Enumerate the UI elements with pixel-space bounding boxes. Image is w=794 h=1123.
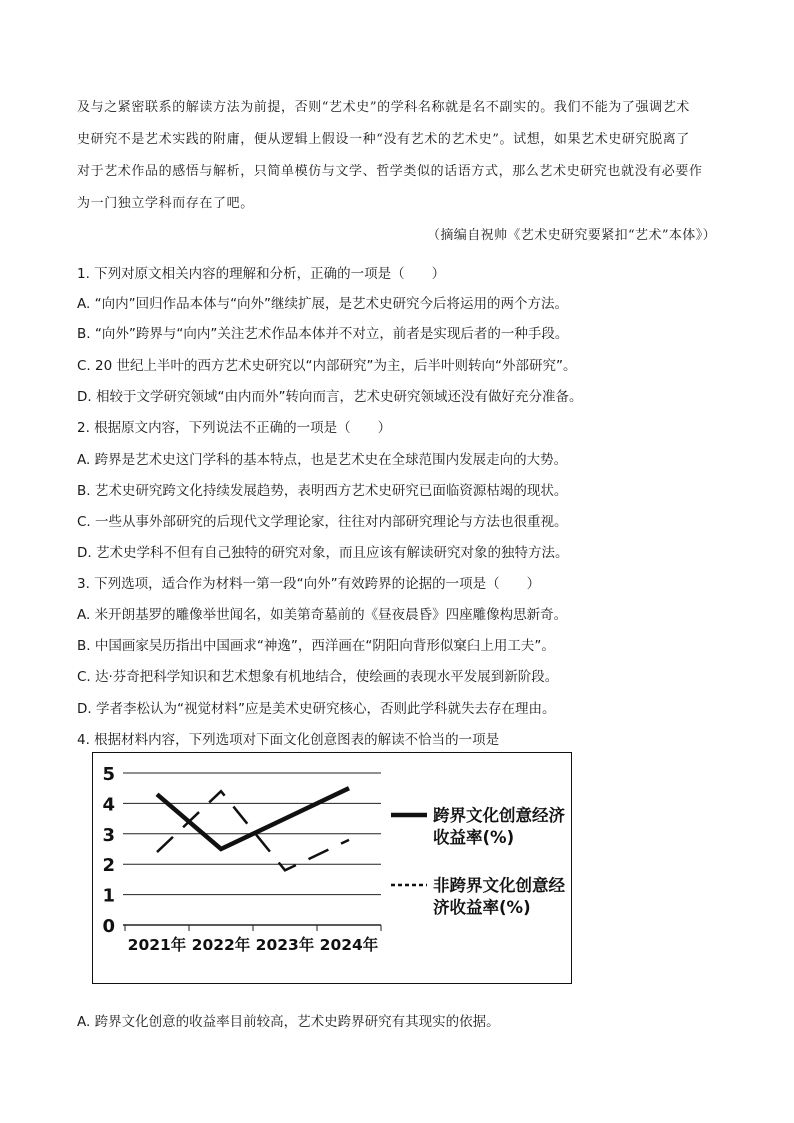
y-tick-label: 5 bbox=[102, 764, 115, 785]
question-3-option-c: C. 达·芬奇把科学知识和艺术想象有机地结合，使绘画的表现水平发展到新阶段。 bbox=[77, 669, 559, 685]
question-3-option-b: B. 中国画家吴历指出中国画求“神逸”，西洋画在“阴阳向背形似窠臼上用工夫”。 bbox=[77, 638, 555, 654]
question-1-option-d: D. 相较于文学研究领域“由内而外”转向而言，艺术史研究领域还没有做好充分准备。 bbox=[77, 389, 583, 405]
passage-line: 为一门独立学科而存在了吧。 bbox=[77, 196, 254, 211]
question-4-stem: 4. 根据材料内容，下列选项对下面文化创意图表的解读不恰当的一项是 bbox=[77, 732, 500, 748]
y-tick-label: 1 bbox=[102, 885, 115, 907]
passage-line: 及与之紧密联系的解读方法为前提，否则“艺术史”的学科名称就是名不副实的。我们不能为了强调艺术 bbox=[77, 100, 690, 115]
y-tick-label: 0 bbox=[102, 916, 115, 937]
x-tick-label: 2022年 bbox=[191, 936, 251, 954]
question-1-option-b: B. “向外”跨界与“向内”关注艺术作品本体并不对立，前者是实现后者的一种手段。 bbox=[77, 326, 569, 342]
legend-label: 跨界文化创意经济 bbox=[433, 806, 565, 825]
x-tick-label: 2023年 bbox=[255, 936, 315, 954]
passage-line: 对于艺术作品的感悟与解析，只简单模仿与文学、哲学类似的话语方式，那么艺术史研究也就没有必要作 bbox=[77, 164, 703, 179]
question-1-option-c: C. 20 世纪上半叶的西方艺术史研究以“内部研究”为主，后半叶则转向“外部研究”。 bbox=[77, 358, 577, 374]
question-2-option-b: B. 艺术史研究跨文化持续发展趋势，表明西方艺术史研究已面临资源枯竭的现状。 bbox=[77, 483, 568, 499]
legend-label: 非跨界文化创意经 bbox=[433, 876, 565, 895]
passage-source: （摘编自祝帅《艺术史研究要紧扣“艺术”本体》） bbox=[427, 228, 716, 243]
question-2-option-d: D. 艺术史学科不但有自己独特的研究对象，而且应该有解读研究对象的独特方法。 bbox=[77, 545, 569, 561]
series-line-crossover bbox=[157, 788, 349, 849]
passage-text bbox=[77, 92, 717, 220]
x-tick-label: 2021年 bbox=[127, 936, 187, 954]
legend-label: 济收益率(%) bbox=[433, 898, 531, 917]
question-3-option-a: A. 米开朗基罗的雕像举世闻名，如美第奇墓前的《昼夜晨昏》四座雕像构思新奇。 bbox=[77, 607, 568, 623]
passage-line: 史研究不是艺术实践的附庸，便从逻辑上假设一种“没有艺术的艺术史”。试想，如果艺术史研究脱离了 bbox=[77, 132, 690, 147]
chart-canvas bbox=[93, 753, 570, 982]
line-chart bbox=[92, 752, 572, 984]
question-1-stem: 1. 下列对原文相关内容的理解和分析，正确的一项是（ ） bbox=[77, 266, 446, 282]
question-1-option-a: A. “向内”回归作品本体与“向外”继续扩展，是艺术史研究今后将运用的两个方法。 bbox=[77, 296, 569, 312]
question-3-stem: 3. 下列选项，适合作为材料一第一段“向外”有效跨界的论据的一项是（ ） bbox=[77, 576, 541, 592]
y-tick-label: 2 bbox=[102, 855, 115, 877]
legend-label: 收益率(%) bbox=[433, 828, 515, 847]
question-3-option-d: D. 学者李松认为“视觉材料”应是美术史研究核心，否则此学科就失去存在理由。 bbox=[77, 701, 556, 717]
y-tick-label: 4 bbox=[102, 794, 115, 816]
y-tick-label: 3 bbox=[102, 824, 115, 846]
question-4-option-a: A. 跨界文化创意的收益率目前较高，艺术史跨界研究有其现实的依据。 bbox=[77, 1014, 500, 1030]
question-2-option-c: C. 一些从事外部研究的后现代文学理论家，往往对内部研究理论与方法也很重视。 bbox=[77, 514, 568, 530]
x-tick-label: 2024年 bbox=[319, 936, 379, 954]
question-2-option-a: A. 跨界是艺术史这门学科的基本特点，也是艺术史在全球范围内发展走向的大势。 bbox=[77, 452, 568, 468]
question-2-stem: 2. 根据原文内容，下列说法不正确的一项是（ ） bbox=[77, 420, 392, 436]
